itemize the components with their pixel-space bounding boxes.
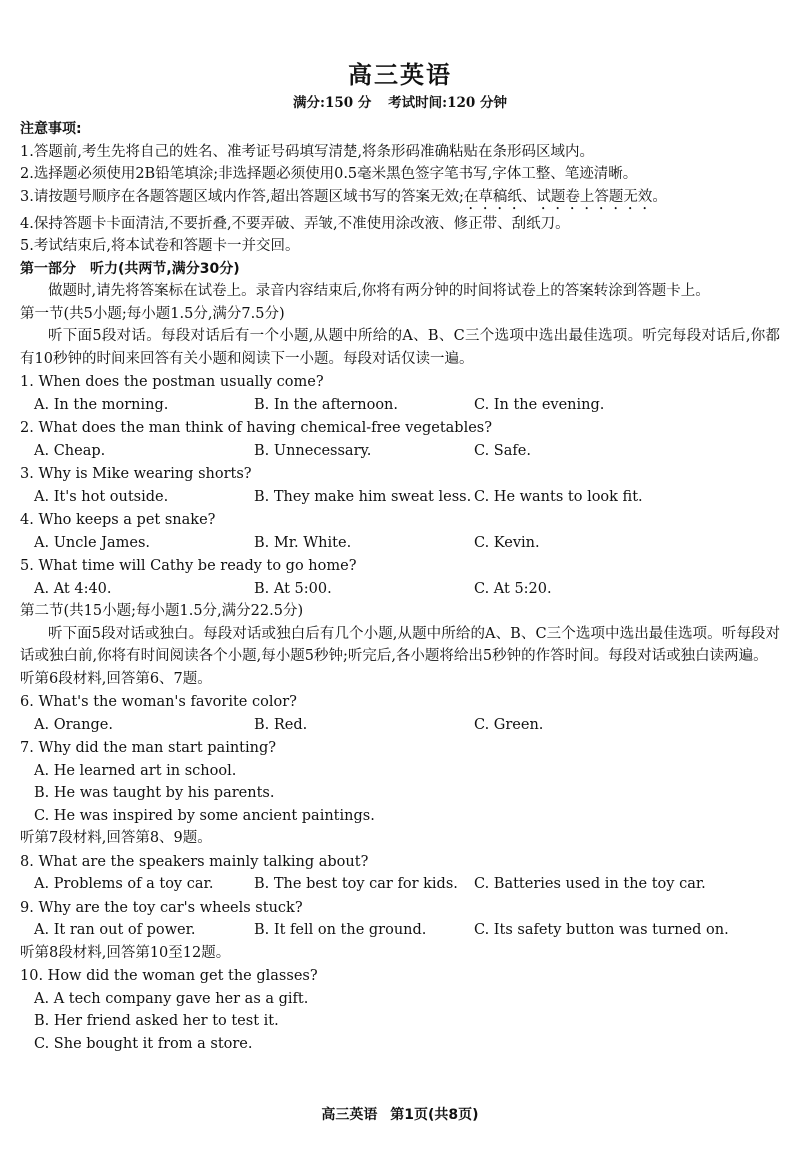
options-row [20,486,780,509]
question-text: 1. When does the postman usually come? [20,374,324,390]
option-a: A. Orange. [34,716,113,733]
notice-heading: 注意事项: [20,121,82,137]
option-c: C. Safe. [474,442,531,459]
options-row [20,532,780,555]
option-a: A. It's hot outside. [34,488,169,505]
option-c: C. In the evening. [474,396,605,413]
notice-item: 2.选择题必须使用2B铅笔填涂;非选择题必须使用0.5毫米黑色签字笔书写,字体工整、笔迹清晰。 [20,166,638,182]
option-a: A. At 4:40. [34,580,112,597]
question-10 [20,965,780,1055]
question-text: 6. What's the woman's favorite color? [20,694,297,710]
question-9 [20,897,780,942]
option-c: C. At 5:20. [474,580,552,597]
page-footer [0,1104,800,1127]
option-a: A. In the morning. [34,396,169,413]
option-a: A. Uncle James. [34,534,151,551]
section2-heading: 第二节(共15小题;每小题1.5分,满分22.5分) [20,603,304,619]
section1-heading: 第一节(共5小题;每小题1.5分,满分7.5分) [20,305,285,322]
options-row [20,919,780,942]
option-b: B. Unnecessary. [254,442,372,459]
option-c: C. Kevin. [474,534,540,551]
option-a: A. It ran out of power. [34,922,196,938]
exam-info [20,92,780,114]
notice-item: 5.考试结束后,将本试卷和答题卡一并交回。 [20,238,300,254]
question-text: 10. How did the woman get the glasses? [20,968,318,984]
question-1 [20,371,780,416]
notice-emphasis: 在草稿纸、试题卷上答题无效。 [463,188,667,205]
option-a: A. A tech company gave her as a gift. [34,990,309,1007]
question-3 [20,463,780,508]
option-c: C. She bought it from a store. [34,1035,253,1052]
option-b: B. Her friend asked her to test it. [34,1013,279,1029]
footer-page-number: 第1页(共8页) [390,1107,479,1123]
question-7 [20,737,780,827]
question-text: 3. Why is Mike wearing shorts? [20,466,252,482]
section2-instructions: 听下面5段对话或独白。每段对话或独白后有几个小题,从题中所给的A、B、C三个选项中选出最佳选项。听每段对话或独白前,你将有时间阅读各个小题,每小题5秒钟;听完后,各小题将给出5秒钟的作答时间。每段对话或独白读两遍。 [20,625,780,664]
option-b: B. Mr. White. [254,534,352,551]
option-c: C. Batteries used in the toy car. [474,876,706,892]
material-heading: 听第8段材料,回答第10至12题。 [20,944,231,961]
question-5 [20,555,780,600]
question-text: 7. Why did the man start painting? [20,740,277,756]
footer-subject: 高三英语 [321,1107,378,1123]
option-b: B. At 5:00. [254,580,332,597]
option-b: B. He was taught by his parents. [34,785,275,801]
option-a: A. He learned art in school. [34,762,237,779]
question-2 [20,417,780,462]
notice-item: 1.答题前,考生先将自己的姓名、准考证号码填写清楚,将条形码准确粘贴在条形码区域内。 [20,143,595,160]
option-c: C. He wants to look fit. [474,488,643,505]
exam-title: 高三英语 [348,61,452,89]
options-row [20,714,780,737]
option-b: B. In the afternoon. [254,396,399,413]
option-a: A. Cheap. [34,442,106,459]
exam-time: 考试时间:120 分钟 [388,95,507,111]
option-b: B. Red. [254,716,308,733]
question-text: 8. What are the speakers mainly talking about? [20,853,369,870]
notice-item [20,186,780,213]
part1-heading: 第一部分 听力(共两节,满分30分) [20,260,240,277]
options-row [20,440,780,463]
notice-item-text: 3.请按题号顺序在各题答题区域内作答,超出答题区域书写的答案无效; [20,188,464,205]
question-text: 9. Why are the toy car's wheels stuck? [20,899,303,916]
options-row [20,394,780,417]
total-score: 满分:150 分 [293,95,372,111]
option-c: C. Its safety button was turned on. [474,922,729,938]
exam-page [20,58,780,1055]
option-c: C. Green. [474,716,544,733]
option-b: B. It fell on the ground. [254,922,427,938]
material-heading: 听第6段材料,回答第6、7题。 [20,670,212,687]
option-b: B. The best toy car for kids. [254,876,458,892]
option-c: C. He was inspired by some ancient paintings. [34,807,375,824]
option-a: A. Problems of a toy car. [34,876,214,892]
section1-instructions: 听下面5段对话。每段对话后有一个小题,从题中所给的A、B、C三个选项中选出最佳选项。听完每段对话后,你都有10秒钟的时间来回答有关小题和阅读下一小题。每段对话仅读一遍。 [20,328,780,367]
option-b: B. They make him sweat less. [254,488,472,505]
question-6 [20,691,780,736]
options-row [20,873,780,896]
question-4 [20,509,780,554]
question-8 [20,851,780,896]
material-heading: 听第7段材料,回答第8、9题。 [20,830,212,846]
notice-item: 4.保持答题卡卡面清洁,不要折叠,不要弄破、弄皱,不准使用涂改液、修正带、刮纸刀。 [20,215,570,232]
question-text: 5. What time will Cathy be ready to go home? [20,558,357,574]
question-text: 4. Who keeps a pet snake? [20,512,216,528]
part1-intro: 做题时,请先将答案标在试卷上。录音内容结束后,你将有两分钟的时间将试卷上的答案转涂到答题卡上。 [48,283,710,299]
options-row [20,578,780,601]
question-text: 2. What does the man think of having chemical-free vegetables? [20,420,493,436]
